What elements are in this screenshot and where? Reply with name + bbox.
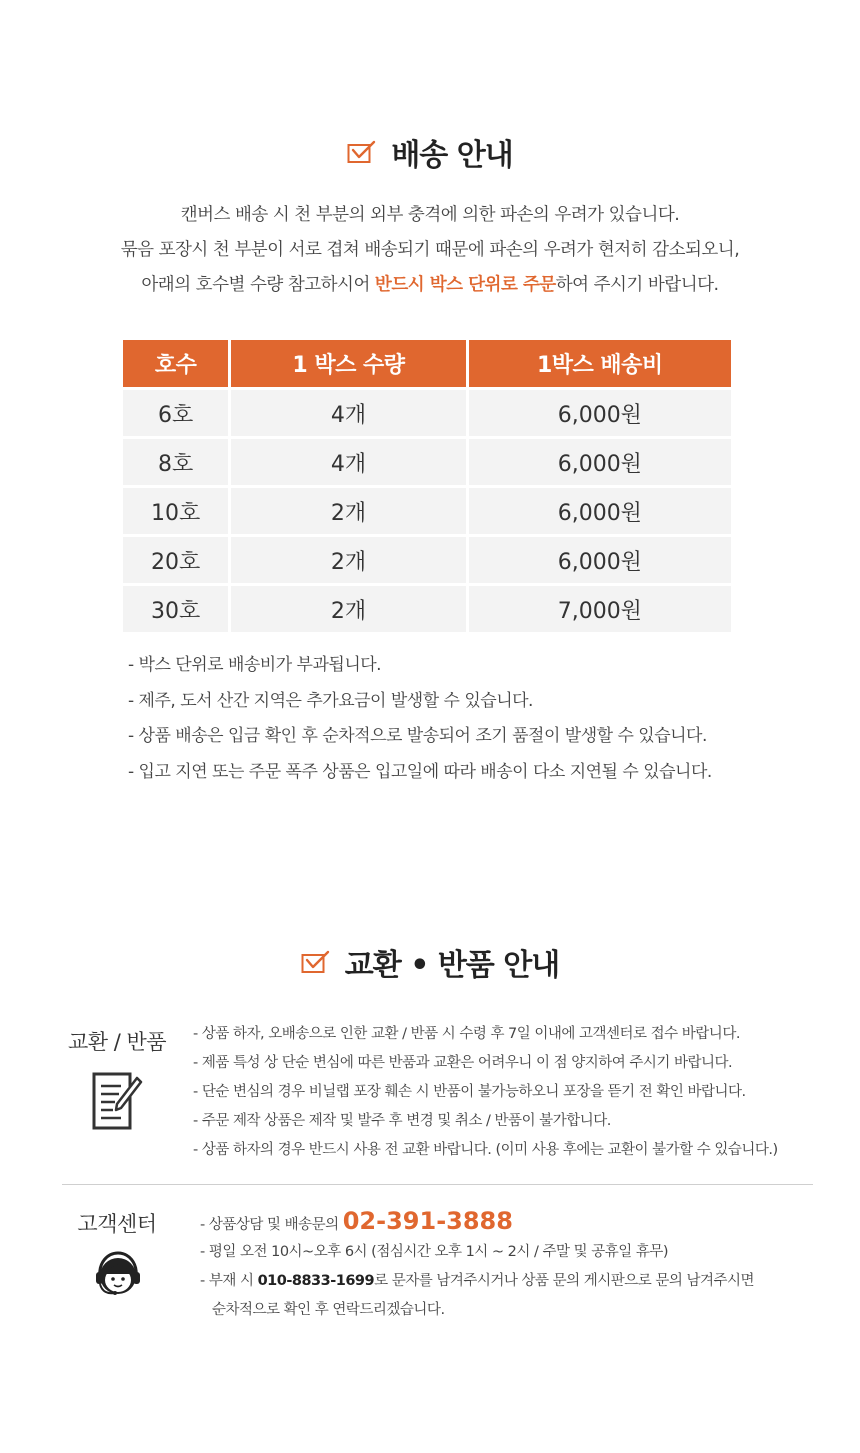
check-box-icon bbox=[347, 139, 377, 165]
cs-absent-post: 로 문자를 남겨주시거나 상품 문의 게시판으로 문의 남겨주시면 bbox=[374, 1273, 755, 1289]
cell-fee: 6,000원 bbox=[469, 439, 731, 485]
shipping-table bbox=[120, 337, 734, 635]
exchange-label: 교환 / 반품 bbox=[67, 1030, 167, 1054]
exchange-item: - 상품 하자, 오배송으로 인한 교환 / 반품 시 수령 후 7일 이내에 고객센터로 접수 바랍니다. bbox=[193, 1026, 740, 1042]
table-row bbox=[123, 537, 731, 583]
note-item: - 제주, 도서 산간 지역은 추가요금이 발생할 수 있습니다. bbox=[128, 690, 533, 711]
header-quantity: 1 박스 수량 bbox=[231, 340, 465, 387]
cs-line-inquiry bbox=[200, 1204, 754, 1238]
section-divider bbox=[62, 1184, 813, 1185]
header-size: 호수 bbox=[123, 340, 228, 387]
exchange-list bbox=[193, 1020, 778, 1165]
intro-line-1: 캔버스 배송 시 천 부분의 외부 충격에 의한 파손의 우려가 있습니다. bbox=[180, 205, 680, 225]
intro-line-3 bbox=[0, 268, 860, 303]
table-row bbox=[123, 586, 731, 632]
cell-fee: 6,000원 bbox=[469, 488, 731, 534]
table-header-row bbox=[123, 340, 731, 387]
exchange-item: - 주문 제작 상품은 제작 및 발주 후 변경 및 취소 / 반품이 불가합니다. bbox=[193, 1113, 611, 1129]
cell-size: 10호 bbox=[123, 488, 228, 534]
cs-line-absent bbox=[200, 1267, 754, 1296]
cell-fee: 7,000원 bbox=[469, 586, 731, 632]
cell-size: 20호 bbox=[123, 537, 228, 583]
exchange-title bbox=[0, 940, 860, 984]
phone-number[interactable]: 02-391-3888 bbox=[342, 1207, 513, 1235]
note-item: - 상품 배송은 입금 확인 후 순차적으로 발송되어 조기 품절이 발생할 수 있습니다. bbox=[128, 726, 707, 746]
cs-inquiry-label: - 상품상담 및 배송문의 bbox=[200, 1217, 339, 1233]
cell-fee: 6,000원 bbox=[469, 390, 731, 436]
document-pen-icon bbox=[91, 1070, 143, 1132]
cell-quantity: 2개 bbox=[231, 537, 465, 583]
table-row bbox=[123, 390, 731, 436]
header-fee: 1박스 배송비 bbox=[469, 340, 731, 387]
note-item: - 박스 단위로 배송비가 부과됩니다. bbox=[128, 655, 382, 675]
shipping-notes bbox=[128, 648, 712, 790]
cell-size: 30호 bbox=[123, 586, 228, 632]
intro-line-3-pre: 아래의 호수별 수량 참고하시어 bbox=[141, 275, 375, 295]
cs-line-followup: 순차적으로 확인 후 연락드리겠습니다. bbox=[212, 1302, 445, 1318]
note-item: - 입고 지연 또는 주문 폭주 상품은 입고일에 따라 배송이 다소 지연될 수 있습니다. bbox=[128, 761, 712, 782]
table-row bbox=[123, 488, 731, 534]
cell-quantity: 4개 bbox=[231, 439, 465, 485]
customer-center-list bbox=[200, 1204, 754, 1325]
cell-quantity: 4개 bbox=[231, 390, 465, 436]
customer-center-label: 고객센터 bbox=[77, 1212, 157, 1236]
headset-agent-icon bbox=[92, 1248, 144, 1300]
shipping-title bbox=[0, 130, 860, 174]
cell-size: 8호 bbox=[123, 439, 228, 485]
cs-line-hours: - 평일 오전 10시~오후 6시 (점심시간 오후 1시 ~ 2시 / 주말 및 공휴일 휴무) bbox=[200, 1244, 669, 1260]
exchange-item: - 제품 특성 상 단순 변심에 따른 반품과 교환은 어려우니 이 점 양지하여 주시기 바랍니다. bbox=[193, 1055, 733, 1071]
exchange-item: - 상품 하자의 경우 반드시 사용 전 교환 바랍니다. (이미 사용 후에는 교환이 불가할 수 있습니다.) bbox=[193, 1142, 778, 1158]
cell-size: 6호 bbox=[123, 390, 228, 436]
cell-fee: 6,000원 bbox=[469, 537, 731, 583]
intro-line-2: 묶음 포장시 천 부분이 서로 겹쳐 배송되기 때문에 파손의 우려가 현저히 감소되오니, bbox=[120, 240, 740, 260]
cs-absent-pre: - 부재 시 bbox=[200, 1273, 258, 1289]
mobile-number[interactable]: 010-8833-1699 bbox=[257, 1273, 375, 1289]
shipping-intro bbox=[0, 198, 860, 303]
shipping-title-text: 배송 안내 bbox=[391, 138, 513, 173]
table-row bbox=[123, 439, 731, 485]
check-box-icon bbox=[301, 949, 331, 975]
intro-highlight: 반드시 박스 단위로 주문 bbox=[374, 275, 556, 295]
exchange-item: - 단순 변심의 경우 비닐랩 포장 훼손 시 반품이 불가능하오니 포장을 뜯기 전 확인 바랍니다. bbox=[193, 1084, 746, 1100]
intro-line-3-post: 하여 주시기 바랍니다. bbox=[555, 275, 719, 295]
cell-quantity: 2개 bbox=[231, 488, 465, 534]
cell-quantity: 2개 bbox=[231, 586, 465, 632]
exchange-title-text: 교환 • 반품 안내 bbox=[344, 948, 560, 983]
